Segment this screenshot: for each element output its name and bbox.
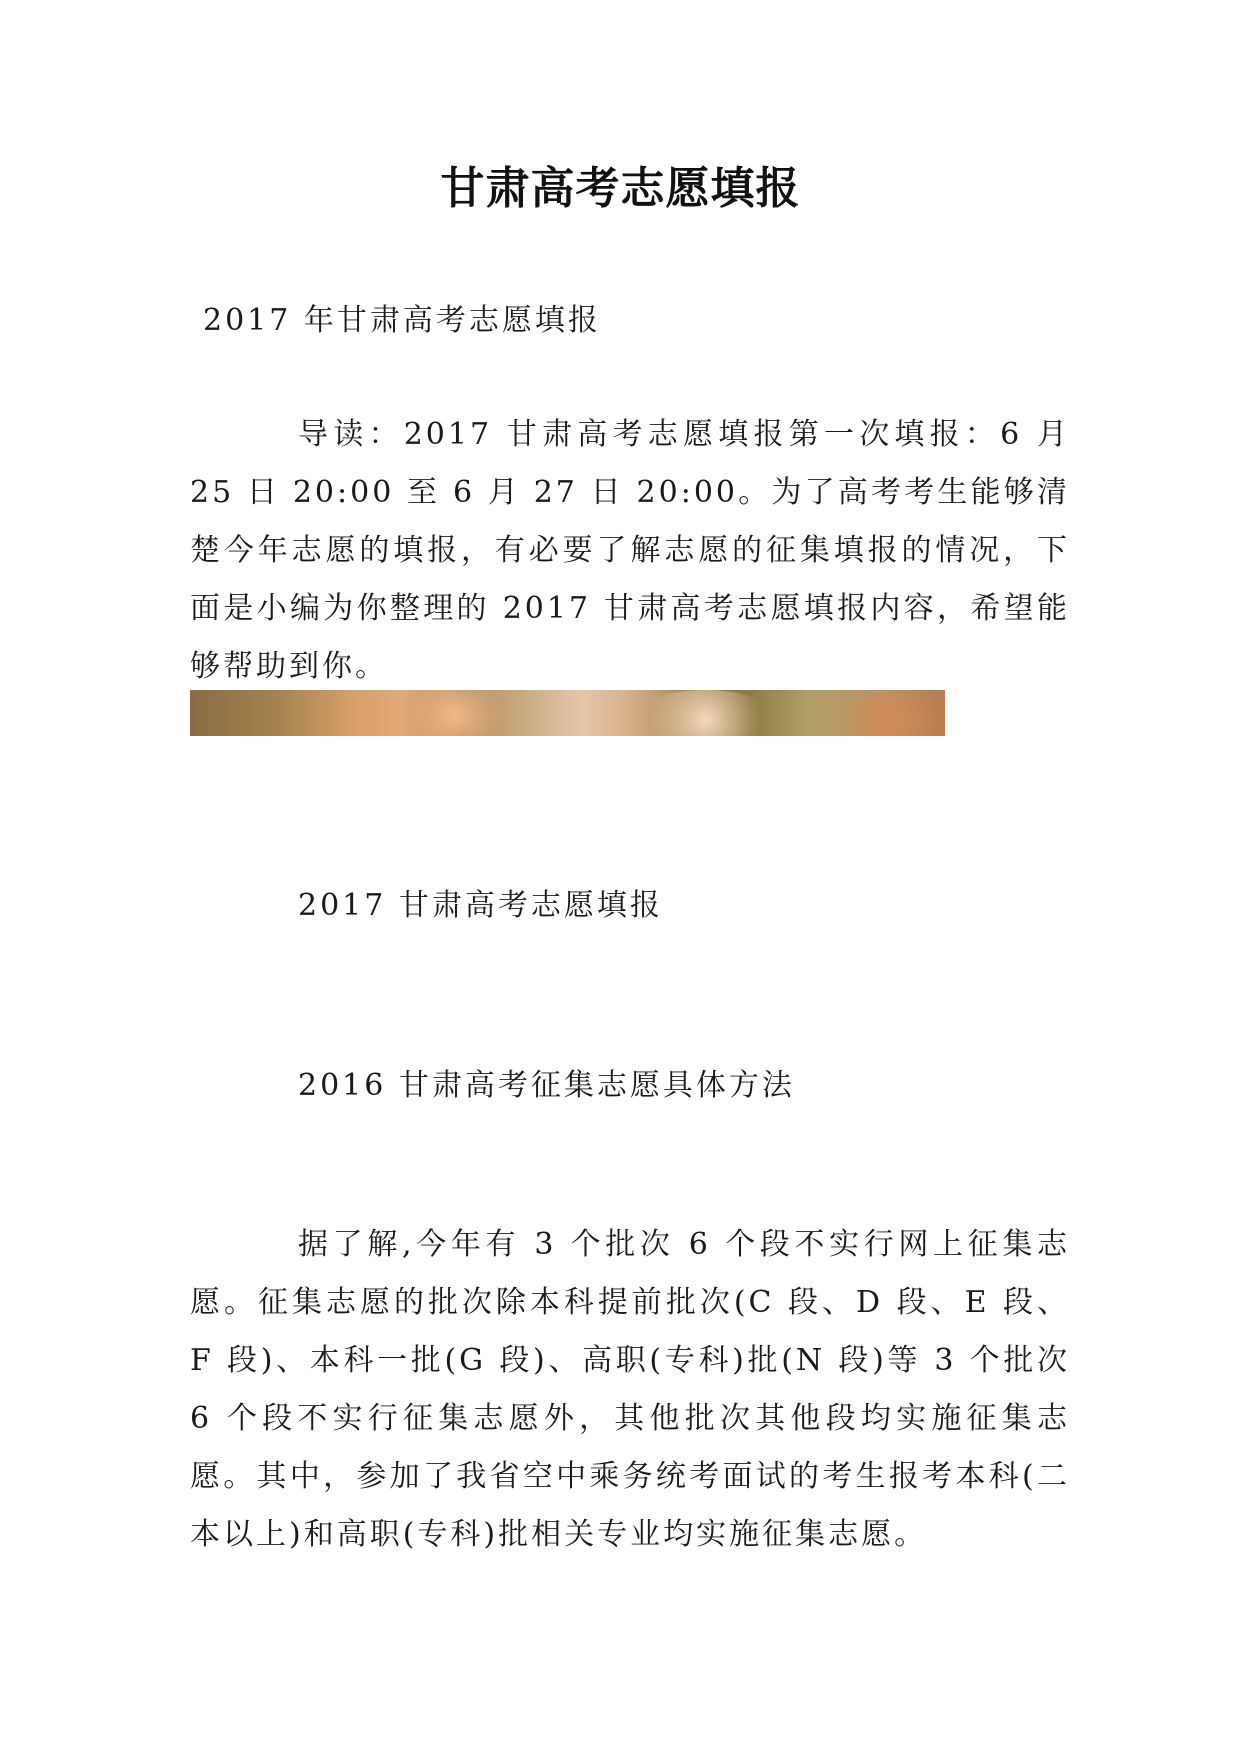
cropped-photo — [190, 690, 945, 736]
body-paragraph: 据了解,今年有 3 个批次 6 个段不实行网上征集志愿。征集志愿的批次除本科提前批次(C 段、D 段、E 段、F 段)、本科一批(G 段)、高职(专科)批(N 段)等 3 个批次 6 个段不实行征集志愿外，其他批次其他段均实施征集志愿。其中，参加了我省空中乘务统考面试的考生报考本科(二本以上)和高职(专科)批相关专业均实施征集志愿。 — [190, 1227, 1070, 1552]
photo-highlight — [400, 690, 510, 736]
photo-highlight — [630, 690, 780, 736]
section-heading: 2017 甘肃高考志愿填报 — [298, 888, 663, 923]
section-heading: 2016 甘肃高考征集志愿具体方法 — [298, 1068, 795, 1103]
photo-highlight — [830, 696, 945, 736]
document-subtitle: 2017 年甘肃高考志愿填报 — [203, 303, 601, 338]
page-title: 甘肃高考志愿填报 — [440, 163, 801, 214]
intro-paragraph: 导读：2017 甘肃高考志愿填报第一次填报：6 月 25 日 20:00 至 6 月 27 日 20:00。为了高考考生能够清楚今年志愿的填报，有必要了解志愿的征集填报的情况，下面是小编为你整理的 2017 甘肃高考志愿填报内容，希望能够帮助到你。 — [190, 417, 1070, 684]
